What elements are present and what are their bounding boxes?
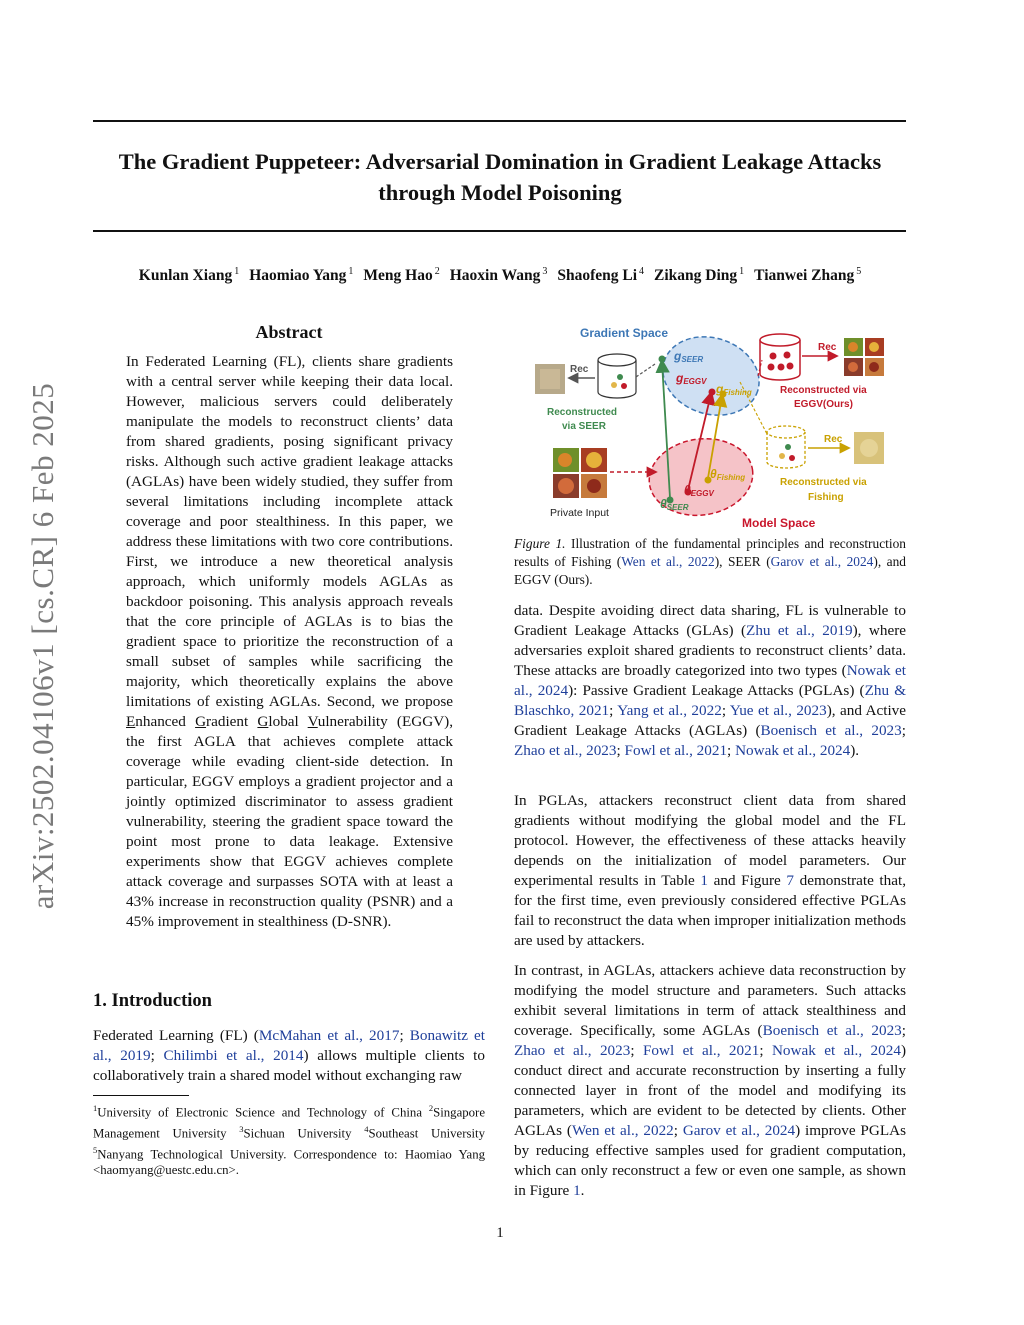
intro-paragraph-3: In contrast, in AGLAs, attackers achieve data reconstruction by modifying the model structure and parameters. Such attacks exhibit several limitations in term of attack stealthiness and coverage. Specifically, some AGLAs (Boenisch et al., 2023; Zhao et al., 2023; Fowl et al., 2021; Nowak et al., 2024) conduct direct and accurate reconstruction by inserting a fully connected layer in front of the model and modifying its parameters, which are evident to be detected by clients. Other AGLAs (Wen et al., 2022; Garov et al., 2024) improve PGLAs by reducing effective samples used for gradient computation, which can only reconstruct a few or even one sample, as shown in Figure 1. [514,962,906,1199]
seer-rec-arrow-label: Rec [570,364,589,375]
arxiv-stamp: arXiv:2502.04106v1 [cs.CR] 6 Feb 2025 [25,382,60,910]
gradient-space-label: Gradient Space [580,326,669,340]
abstract-heading: Abstract [255,322,323,342]
private-input-label: Private Input [550,507,609,519]
author-name: Shaofeng Li $^4$ [557,266,645,285]
g-eggv-label: gEGGV [676,371,707,386]
fishing-caption-line1: Reconstructed via [780,477,867,488]
citation-link[interactable]: Zhao et al., 2023 [514,1042,631,1059]
theta-eggv-label: θEGGV [684,483,714,498]
intro-paragraph-1-continued: data. Despite avoiding direct data sharing, FL is vulnerable to Gradient Leakage Attacks (GLAs) (Zhu et al., 2019), where adversaries exploit shared gradients to reconstruct clients’ data. These attacks are broadly categorized into two types (Nowak et al., 2024): Passive Gradient Leakage Attacks (PGLAs) (Zhu & Blaschko, 2021; Yang et al., 2022; Yue et al., 2023), and Active Gradient Leakage Attacks (AGLAs) (Boenisch et al., 2023; Zhao et al., 2023; Fowl et al., 2021; Nowak et al., 2024). [514,602,907,759]
seer-caption-line2: via SEER [562,421,606,432]
citation-link[interactable]: Zhu et al., 2019 [746,622,853,639]
figure-1-caption: Figure 1. Illustration of the fundamental principles and reconstruction results of Fishing (Wen et al., 2022), SEER (Garov et al., 2024), and EGGV (Ours). [514,536,906,587]
citation-link[interactable]: 1 [573,1182,581,1199]
eggv-database-icon [760,334,800,380]
citation-link[interactable]: Nowak et al., 2024 [514,662,906,699]
title-bottom-rule [93,230,906,232]
citation-link[interactable]: Garov et al., 2024 [682,1122,796,1139]
citation-link[interactable]: Boenisch et al., 2023 [762,1022,902,1039]
author-name: Haoxin Wang $^3$ [449,266,548,285]
citation-link[interactable]: 1 [700,872,708,889]
g-fishing-label: gFishing [716,382,752,397]
fishing-caption-line2: Fishing [808,492,844,503]
section-heading-introduction: 1. Introduction [93,991,212,1011]
citation-link[interactable]: Fowl et al., 2021 [642,1042,760,1059]
citation-link[interactable]: Wen et al., 2022 [571,1122,674,1139]
citation-link[interactable]: Wen et al., 2022 [621,554,715,569]
abstract-body: In Federated Learning (FL), clients share gradients with a central server while keeping their data local. However, malicious servers could deliberately manipulate the models to reconstruct clients’ data from shared gradients, posing significant privacy risks. Although such active gradient leakage attacks (AGLAs) have been widely studied, they suffer from several limitations including incomplete attack coverage and poor stealthiness. In this paper, we address these limitations with two core contributions. First, we introduce a new theoretical analysis approach, which uniformly models AGLAs as backdoor poisoning. This analysis approach reveals that the core principle of AGLAs is to bias the gradient space to prioritize the reconstruction of a small subset of samples while sacrificing the majority, which theoretically explains the above limitations of existing AGLAs. Second, we propose Enhanced Gradient Global Vulnerability (EGGV), the first AGLA that achieves complete attack coverage while evading client-side detection. In particular, EGGV employs a gradient projector and a jointly optimized discriminator to assess gradient vulnerability, steering the gradient space toward the point most prone to data leakage. Extensive experiments show that EGGV achieves complete attack coverage and surpasses SOTA with at least a 43% increase in reconstruction quality (PSNR) and a 45% improvement in stealthiness (D-SNR). [126,353,454,930]
g-seer-point [659,356,666,363]
citation-link[interactable]: McMahan et al., 2017 [258,1027,400,1044]
eggv-acronym: Enhanced Gradient Global Vulnerability [126,713,388,730]
citation-link[interactable]: Nowak et al., 2024 [735,742,851,759]
author-name: Kunlan Xiang $^1$ [138,266,240,285]
eggv-reconstruction-images [844,338,884,376]
theta-seer-label: θSEER [660,497,689,512]
theta-fishing-label: θFishing [710,467,746,482]
paper-title: The Gradient Puppeteer: Adversarial Domination in Gradient Leakage Attacks through Model Poisoning [118,149,882,205]
citation-link[interactable]: Chilimbi et al., 2014 [163,1047,304,1064]
citation-link[interactable]: Yang et al., 2022 [617,702,722,719]
author-name: Haomiao Yang $^1$ [249,266,354,285]
eggv-rec-arrow-label: Rec [818,342,837,353]
citation-link[interactable]: Zhu & Blaschko, 2021 [514,682,907,719]
fishing-database-icon [767,426,805,468]
affiliation-footnote: $^1$University of Electronic Science and Technology of China $^2$Singapore Management University $^3$Sichuan University $^4$Southeast University $^5$Nanyang Technological University. Correspondence to: Haomiao Yang <haomyang@uestc.edu.cn>. [93,1103,485,1178]
citation-link[interactable]: 7 [786,872,794,889]
g-seer-label: gSEER [674,349,704,364]
seer-reconstruction-blur [540,369,560,389]
author-name: Tianwei Zhang $^5$ [754,266,862,285]
gradient-space-region [653,325,770,428]
citation-link[interactable]: Garov et al., 2024 [770,554,874,569]
eggv-caption-line1: Reconstructed via [780,385,867,396]
citation-link[interactable]: Yue et al., 2023 [729,702,827,719]
top-rule [93,120,906,122]
eggv-caption-line2: EGGV(Ours) [794,399,853,410]
fishing-rec-arrow-label: Rec [824,434,843,445]
author-name: Zikang Ding $^1$ [654,266,745,285]
private-input-images [553,448,607,498]
page-number: 1 [496,1225,504,1241]
author-list [60,266,940,285]
citation-link[interactable]: Fowl et al., 2021 [624,742,728,759]
g-eggv-point [709,389,716,396]
citation-link[interactable]: Nowak et al., 2024 [771,1042,901,1059]
footnote-rule [93,1095,189,1096]
intro-paragraph-1: Federated Learning (FL) (McMahan et al., 2017; Bonawitz et al., 2019; Chilimbi et al., 2014) allows multiple clients to collaboratively train a shared model without exchanging raw [93,1027,486,1084]
fishing-reconstruction-blur [860,439,878,457]
intro-paragraph-2: In PGLAs, attackers reconstruct client data from shared gradients without modifying the global model and the FL protocol. However, the effectiveness of these attacks heavily depends on the initialization of model parameters. Our experimental results in Table 1 and Figure 7 demonstrate that, for the first time, even previously considered effective PGLAs fail to reconstruct the data when improper initialization methods are used by attackers. [514,792,907,949]
author-name: Meng Hao $^2$ [363,266,440,285]
citation-link[interactable]: Zhao et al., 2023 [514,742,617,759]
seer-link [636,364,655,377]
figure-1 [530,322,910,534]
citation-link[interactable]: Bonawitz et al., 2019 [93,1027,486,1064]
seer-caption-line1: Reconstructed [547,407,618,418]
model-space-label: Model Space [742,516,816,530]
citation-link[interactable]: Boenisch et al., 2023 [760,722,902,739]
seer-database-icon [598,354,636,398]
